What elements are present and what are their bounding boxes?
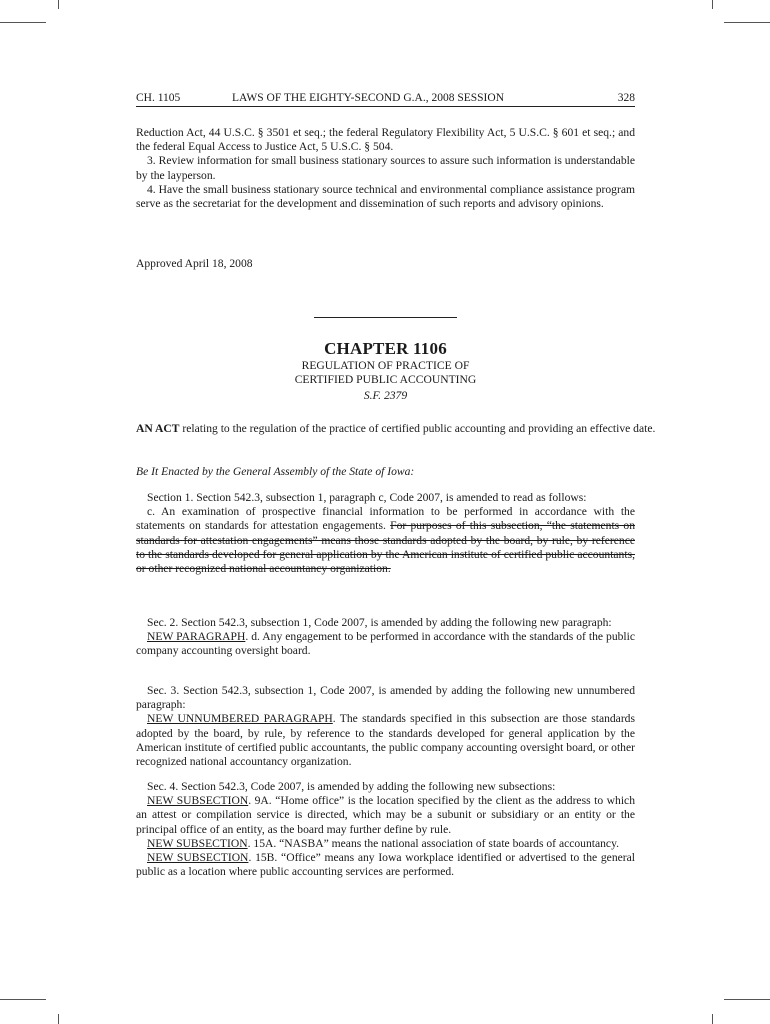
section-intro: Section 1. Section 542.3, subsection 1, paragraph c, Code 2007, is amended to read as follows: bbox=[147, 491, 587, 504]
chapter-subtitle: REGULATION OF PRACTICE OF bbox=[301, 359, 470, 373]
crop-mark bbox=[724, 22, 770, 23]
paragraph bbox=[136, 794, 635, 837]
new-label: NEW SUBSECTION bbox=[147, 794, 249, 808]
paragraph: Reduction Act, 44 U.S.C. § 3501 et seq.; the federal Regulatory Flexibility Act, 5 U.S.C. § 601 et seq.; and the federal Equal Access to Justice Act, 5 U.S.C. § 504. bbox=[136, 126, 635, 154]
crop-mark bbox=[0, 22, 46, 23]
previous-chapter-ending bbox=[136, 126, 635, 211]
paragraph-text: c. An examination of prospective financial information to be performed in accordance with the statements on standards for attestation engagements. bbox=[136, 505, 635, 533]
section-intro: Sec. 4. Section 542.3, Code 2007, is amended by adding the following new subsections: bbox=[147, 780, 556, 793]
section-4 bbox=[136, 780, 635, 879]
crop-mark bbox=[712, 1014, 713, 1024]
chapter-divider bbox=[314, 317, 457, 318]
chapter-subtitle: CERTIFIED PUBLIC ACCOUNTING bbox=[294, 373, 477, 387]
crop-mark bbox=[58, 1014, 59, 1024]
struck-text: For purposes of this subsection, “the statements on standards for attestation engagements” means those standards adopted by the board, by rule, by reference to the standards developed for general application by the American institute of certified public accountants, or other recognized national accountancy organization. bbox=[136, 519, 635, 576]
header-chapter: CH. 1105 bbox=[136, 92, 181, 104]
crop-mark bbox=[0, 999, 46, 1000]
section-3 bbox=[136, 684, 635, 769]
section-1 bbox=[136, 491, 635, 576]
header-page-number: 328 bbox=[617, 92, 635, 104]
act-lead: AN ACT bbox=[136, 422, 180, 435]
crop-mark bbox=[724, 999, 770, 1000]
paragraph: 3. Review information for small business stationary sources to assure such information is understandable by the layperson. bbox=[136, 154, 635, 182]
section-intro: Sec. 3. Section 542.3, subsection 1, Code 2007, is amended by adding the following new unnumbered paragraph: bbox=[136, 684, 635, 712]
act-title bbox=[136, 422, 660, 436]
paragraph: 4. Have the small business stationary source technical and environmental compliance assistance program serve as the secretariat for the development and dissemination of such reports and advisory opinions. bbox=[136, 182, 635, 211]
new-label: NEW SUBSECTION bbox=[147, 836, 248, 850]
paragraph-text: . 9A. “Home office” is the location specified by the client as the address to which an attest or compilation service is directed, which may be a subunit or subsidiary or an entity or the principal office of an entity, as the board may further define by rule. bbox=[136, 794, 635, 836]
paragraph bbox=[136, 505, 635, 576]
new-label: NEW UNNUMBERED PARAGRAPH bbox=[147, 712, 333, 726]
chapter-heading bbox=[136, 339, 635, 403]
paragraph-text: . 15B. “Office” means any Iowa workplace identified or advertised to the general public as a location where public accounting services are performed. bbox=[136, 851, 635, 879]
crop-mark bbox=[712, 0, 713, 9]
header-title: LAWS OF THE EIGHTY-SECOND G.A., 2008 SESSION bbox=[232, 92, 504, 104]
paragraph-text: . 15A. “NASBA” means the national association of state boards of accountancy. bbox=[247, 836, 620, 850]
chapter-title: CHAPTER 1106 bbox=[324, 339, 447, 358]
paragraph-text: . The standards specified in this subsection are those standards adopted by the board, by rule, by reference to the standards developed for general application by the American institute of certified public accountants, the public company accounting oversight board, or other recognized national accountancy organization. bbox=[136, 712, 635, 769]
paragraph-text: . d. Any engagement to be performed in accordance with the standards of the public company accounting oversight board. bbox=[136, 630, 636, 658]
paragraph bbox=[136, 630, 635, 658]
running-header bbox=[136, 91, 635, 107]
paragraph bbox=[136, 851, 635, 879]
enacting-clause: Be It Enacted by the General Assembly of the State of Iowa: bbox=[136, 465, 415, 478]
new-label: NEW SUBSECTION bbox=[147, 851, 249, 865]
paragraph bbox=[136, 837, 635, 851]
bill-number: S.F. 2379 bbox=[363, 388, 408, 402]
crop-mark bbox=[58, 0, 59, 9]
section-intro: Sec. 2. Section 542.3, subsection 1, Code 2007, is amended by adding the following new paragraph: bbox=[147, 616, 612, 629]
act-text: relating to the regulation of the practice of certified public accounting and providing an effective date. bbox=[179, 422, 656, 435]
approved-date: Approved April 18, 2008 bbox=[136, 257, 253, 270]
paragraph bbox=[136, 712, 635, 769]
new-label: NEW PARAGRAPH bbox=[147, 630, 246, 644]
section-2 bbox=[136, 616, 635, 659]
